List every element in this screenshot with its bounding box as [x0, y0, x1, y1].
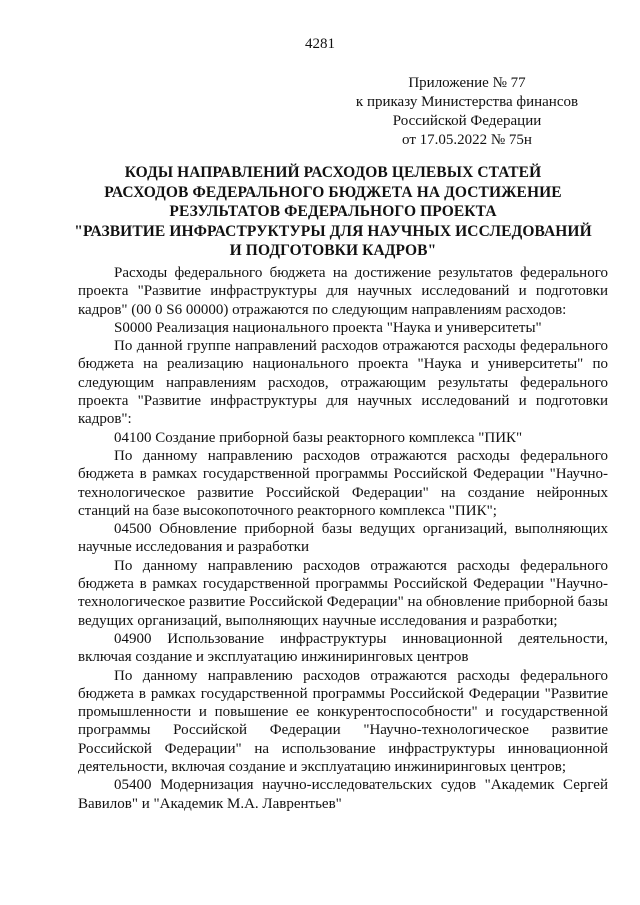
document-title	[70, 163, 596, 261]
paragraph-code-heading: 05400 Модернизация научно-исследовательских судов "Академик Сергей Вавилов" и "Академик М.А. Лаврентьев"	[78, 777, 608, 812]
paragraph-description: По данному направлению расходов отражаются расходы федерального бюджета в рамках государственной программы Российской Федерации "Научно-технологическое развитие Российской Федерации" на создание нейронных станций на базе высокопоточного реакторного комплекса "ПИК";	[78, 447, 608, 519]
paragraph-description: По данному направлению расходов отражаются расходы федерального бюджета в рамках государственной программы Российской Федерации "Научно-технологическое развитие Российской Федерации" на обновление приборной базы ведущих организаций, выполняющих научные исследования и разработки;	[78, 557, 608, 629]
appendix-header	[342, 74, 592, 150]
paragraph-code-heading: S0000 Реализация национального проекта "Наука и университеты"	[114, 319, 542, 336]
title-line: "РАЗВИТИЕ ИНФРАСТРУКТУРЫ ДЛЯ НАУЧНЫХ ИССЛЕДОВАНИЙ	[74, 222, 592, 240]
title-line: КОДЫ НАПРАВЛЕНИЙ РАСХОДОВ ЦЕЛЕВЫХ СТАТЕЙ	[124, 164, 542, 181]
title-line: РЕЗУЛЬТАТОВ ФЕДЕРАЛЬНОГО ПРОЕКТА	[169, 203, 497, 220]
appendix-line: Приложение № 77	[408, 75, 526, 91]
paragraph-code-heading: 04900 Использование инфраструктуры инновационной деятельности, включая создание и эксплуатацию инжиниринговых центров	[78, 630, 608, 666]
paragraph-description: По данному направлению расходов отражаются расходы федерального бюджета в рамках государственной программы Российской Федерации "Развитие промышленности и повышение ее конкурентоспособности" и государственной программы Российской Федерации "Научно-технологическое развитие Российской Федерации" на использование инфраструктуры инновационной деятельности, включая создание и эксплуатацию инжиниринговых центров;	[78, 667, 608, 776]
paragraph-intro: Расходы федерального бюджета на достижение результатов федерального проекта "Развитие инфраструктуры для научных исследований и подготовки кадров" (00 0 S6 00000) отражаются по следующим направлениям расходов:	[78, 265, 608, 318]
appendix-line: Российской Федерации	[392, 113, 542, 129]
appendix-line: от 17.05.2022 № 75н	[402, 132, 532, 148]
document-body	[78, 264, 608, 813]
paragraph-code-heading: 04100 Создание приборной базы реакторного комплекса "ПИК"	[114, 429, 523, 446]
paragraph-description: По данной группе направлений расходов отражаются расходы федерального бюджета на реализацию национального проекта "Наука и университеты" по следующим направлениям расходов, отражающим результаты федерального проекта "Развитие инфраструктуры для научных исследований и подготовки кадров":	[78, 338, 608, 428]
appendix-line: к приказу Министерства финансов	[355, 94, 579, 110]
title-line: РАСХОДОВ ФЕДЕРАЛЬНОГО БЮДЖЕТА НА ДОСТИЖЕНИЕ	[104, 183, 562, 201]
page-number: 4281	[305, 36, 335, 52]
paragraph-code-heading: 04500 Обновление приборной базы ведущих организаций, выполняющих научные исследования и разработки	[78, 521, 608, 556]
title-line: И ПОДГОТОВКИ КАДРОВ"	[229, 242, 437, 259]
